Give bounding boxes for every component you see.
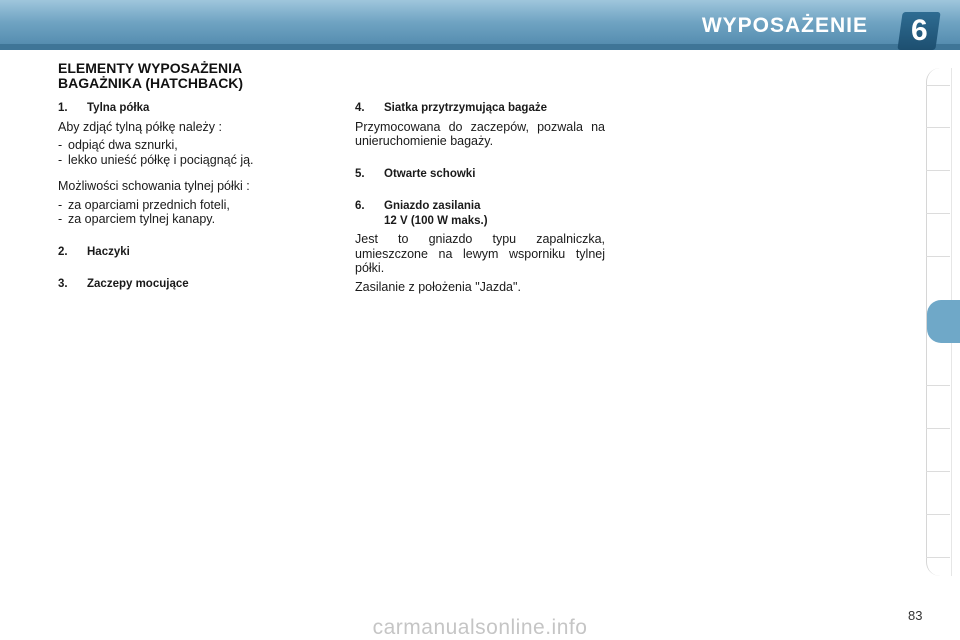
item-1-storage-options: [58, 198, 308, 227]
item-4-text: Przymocowana do zaczepów, pozwala na unieruchomienie bagaży.: [355, 119, 605, 148]
side-tab-divider: [926, 385, 950, 386]
item-6-text: Jest to gniazdo typu zapalniczka, umieszczone na lewym wsporniku tylnej półki.: [355, 232, 605, 275]
side-tab-divider: [926, 256, 950, 257]
right-column: [355, 101, 605, 294]
item-4-title: Siatka przytrzymująca bagaże: [384, 102, 547, 114]
list-item: - lekko unieść półkę i pociągnąć ją.: [58, 152, 254, 167]
item-2-title: Haczyki: [87, 245, 130, 258]
list-item: - odpiąć dwa sznurki,: [58, 138, 178, 152]
watermark: carmanualsonline.info: [372, 616, 588, 639]
item-1-number: 1.: [58, 102, 68, 114]
section-title-line1: ELEMENTY WYPOSAŻENIA: [58, 60, 243, 76]
side-tab-divider: [926, 127, 950, 128]
item-6-heading: 6. Gniazdo zasilania 12 V (100 W maks.): [355, 200, 488, 227]
side-tab-divider: [926, 170, 950, 171]
side-tab-divider: [926, 514, 950, 515]
list-item: - za oparciem tylnej kanapy.: [58, 212, 216, 226]
side-tab-divider: [926, 471, 950, 472]
item-5-heading: 5. Otwarte schowki: [355, 167, 476, 180]
item-1-intro: Aby zdjąć tylną półkę należy :: [58, 119, 222, 134]
chapter-title: WYPOSAŻENIE: [701, 14, 868, 37]
item-2-heading: 2. Haczyki: [58, 245, 130, 258]
side-tab-divider: [926, 428, 950, 429]
side-tab-active-chapter: [927, 300, 960, 343]
item-1-title: Tylna półka: [87, 102, 150, 114]
section-title: [58, 61, 318, 91]
section-title-line2: BAGAŻNIKA (HATCHBACK): [58, 75, 244, 91]
item-4-heading: 4. Siatka przytrzymująca bagaże: [355, 102, 547, 114]
list-item: - za oparciami przednich foteli,: [58, 197, 230, 212]
chapter-number-badge: [897, 12, 940, 50]
item-1-steps: [58, 138, 308, 167]
left-column: [58, 101, 308, 292]
side-tab-divider: [926, 85, 950, 86]
side-tab-divider: [926, 213, 950, 214]
item-6-title-line2: 12 V (100 W maks.): [384, 214, 488, 227]
item-6-title-line1: Gniazdo zasilania: [384, 200, 481, 212]
item-3-heading: 3. Zaczepy mocujące: [58, 278, 189, 290]
page-number: 83: [908, 608, 923, 623]
item-1-storage-intro: Możliwości schowania tylnej półki :: [58, 179, 250, 193]
item-6-text2: Zasilanie z położenia "Jazda".: [355, 279, 521, 294]
item-3-title: Zaczepy mocujące: [87, 278, 189, 290]
side-tab-divider: [926, 557, 950, 558]
chapter-number: 6: [910, 14, 928, 47]
header-band-stripe: [0, 44, 960, 50]
item-1-heading: [58, 101, 308, 116]
item-5-title: Otwarte schowki: [384, 167, 476, 180]
